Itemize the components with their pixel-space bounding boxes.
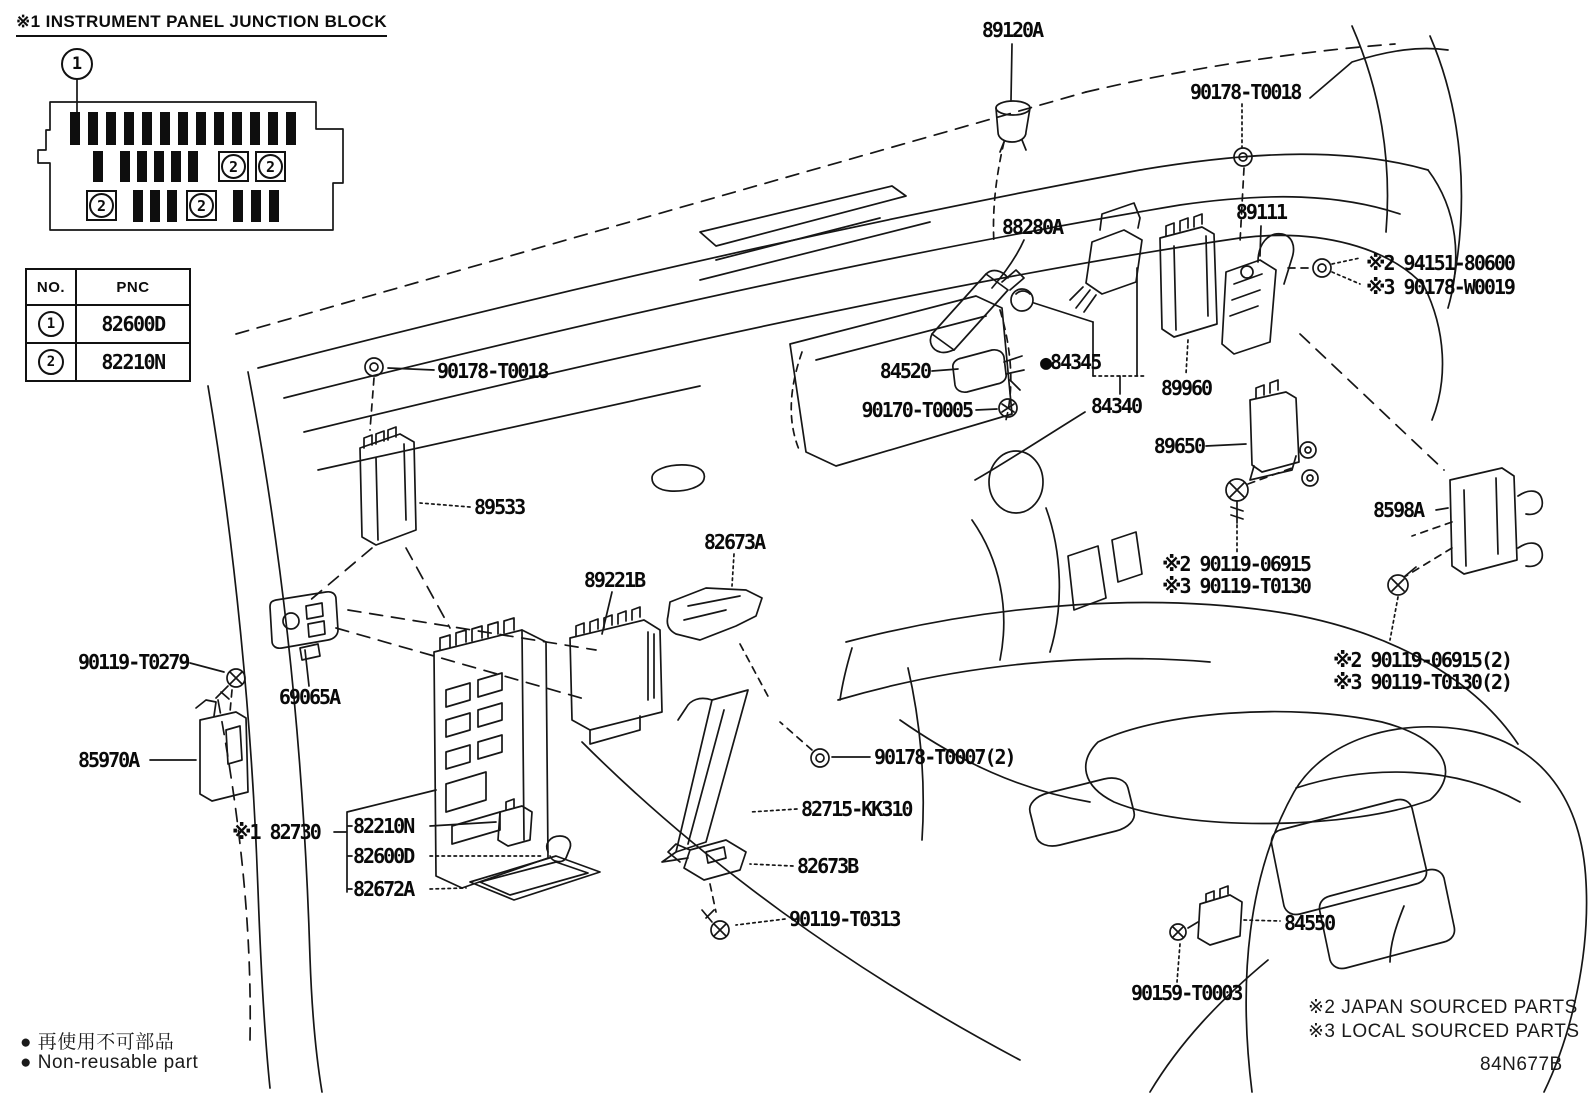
part-label-90178-T0018: 90178-T0018 bbox=[437, 359, 548, 383]
part-label-2-94151-80600: ※2 94151-80600 bbox=[1366, 251, 1514, 275]
part-label-84520: 84520 bbox=[879, 359, 930, 383]
part-label-84345: ●84345 bbox=[1040, 350, 1101, 374]
part-label-90178-T0007-2: 90178-T0007(2) bbox=[874, 745, 1015, 769]
pnc-table bbox=[25, 268, 191, 382]
relay-slot-callout-2: 2 bbox=[89, 193, 114, 218]
part-label-82210N: 82210N bbox=[353, 814, 414, 838]
part-label-89650: 89650 bbox=[1153, 434, 1204, 458]
part-label-69065A: 69065A bbox=[278, 685, 340, 709]
part-label-8598A: 8598A bbox=[1373, 498, 1424, 522]
fuse-bars-row2 bbox=[93, 151, 198, 182]
part-label-3-90119-T0130: ※3 90119-T0130 bbox=[1162, 574, 1310, 598]
part-label-90119-T0313: 90119-T0313 bbox=[789, 907, 900, 931]
callout-number: 2 bbox=[38, 349, 64, 375]
table-row bbox=[26, 343, 190, 381]
part-label-84550: 84550 bbox=[1284, 911, 1335, 935]
part-label-1-82730: ※1 82730 bbox=[232, 820, 320, 844]
part-label-85970A: 85970A bbox=[78, 748, 139, 772]
pnc-table-header-row bbox=[26, 269, 190, 305]
relay-slot bbox=[255, 151, 286, 182]
part-label-82673A: 82673A bbox=[703, 530, 765, 554]
relay-slot-callout-2: 2 bbox=[221, 154, 246, 179]
pnc-row-no bbox=[26, 343, 76, 381]
relay-slot-callout-2: 2 bbox=[189, 193, 214, 218]
part-label-89111: 89111 bbox=[1235, 200, 1287, 224]
callout-number: 1 bbox=[38, 311, 64, 337]
note-local-sourced: ※3 LOCAL SOURCED PARTS bbox=[1308, 1021, 1580, 1042]
pnc-row-no bbox=[26, 305, 76, 343]
part-label-90119-T0279: 90119-T0279 bbox=[78, 650, 189, 674]
part-label-90159-T0003: 90159-T0003 bbox=[1131, 981, 1242, 1005]
pnc-row-value: 82600D bbox=[76, 305, 190, 343]
part-label-90178-T0018: 90178-T0018 bbox=[1190, 80, 1301, 104]
part-label-82673B: 82673B bbox=[797, 854, 858, 878]
junction-block-callout-1: 1 bbox=[61, 48, 93, 80]
part-label-89120A: 89120A bbox=[981, 18, 1043, 42]
part-label-89533: 89533 bbox=[474, 495, 525, 519]
part-label-82672A: 82672A bbox=[353, 877, 414, 901]
part-label-89221B: 89221B bbox=[583, 568, 645, 592]
part-label-89960: 89960 bbox=[1160, 376, 1212, 400]
note-japan-sourced: ※2 JAPAN SOURCED PARTS bbox=[1308, 997, 1578, 1018]
part-label-2-90119-06915: ※2 90119-06915 bbox=[1162, 552, 1310, 576]
part-label-82600D: 82600D bbox=[353, 844, 414, 868]
pnc-row-value: 82210N bbox=[76, 343, 190, 381]
part-label-3-90119-T0130-2: ※3 90119-T0130(2) bbox=[1333, 670, 1512, 694]
note-nonreusable-en: ● Non-reusable part bbox=[20, 1052, 199, 1073]
note-nonreusable-jp: ● 再使用不可部品 bbox=[20, 1032, 175, 1053]
pnc-table-header-pnc: PNC bbox=[76, 269, 190, 305]
part-label-3-90178-W0019: ※3 90178-W0019 bbox=[1366, 275, 1514, 299]
diagram-title: ※1 INSTRUMENT PANEL JUNCTION BLOCK bbox=[16, 12, 387, 37]
relay-slot bbox=[218, 151, 249, 182]
part-label-88280A: 88280A bbox=[1001, 215, 1063, 239]
pnc-table-header-no: NO. bbox=[26, 269, 76, 305]
part-label-2-90119-06915-2: ※2 90119-06915(2) bbox=[1333, 648, 1512, 672]
relay-slot-callout-2: 2 bbox=[258, 154, 283, 179]
part-label-84340: 84340 bbox=[1090, 394, 1142, 418]
diagram-code: 84N677B bbox=[1480, 1054, 1563, 1075]
fuse-bars-row1 bbox=[70, 112, 296, 145]
table-row bbox=[26, 305, 190, 343]
part-label-82715-KK310: 82715-KK310 bbox=[801, 797, 912, 821]
relay-slot bbox=[186, 190, 217, 221]
part-label-90170-T0005: 90170-T0005 bbox=[861, 398, 972, 422]
relay-slot bbox=[86, 190, 117, 221]
